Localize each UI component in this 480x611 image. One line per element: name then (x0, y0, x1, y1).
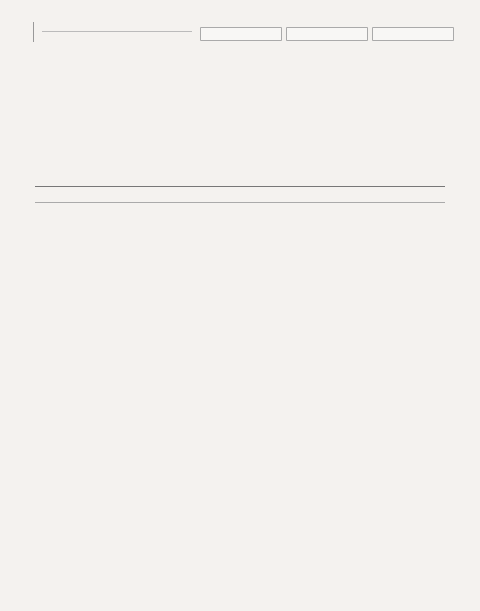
nav-about-us[interactable] (200, 27, 282, 41)
header-line (42, 31, 192, 32)
top-nav (200, 27, 454, 41)
header-divider (33, 22, 34, 42)
header-rule (35, 186, 445, 187)
nav-our-strategy[interactable] (372, 27, 454, 41)
column-headers (35, 125, 445, 185)
section-rule (35, 202, 445, 203)
equity-statement-table (35, 125, 445, 204)
nav-our-leadership[interactable] (286, 27, 368, 41)
